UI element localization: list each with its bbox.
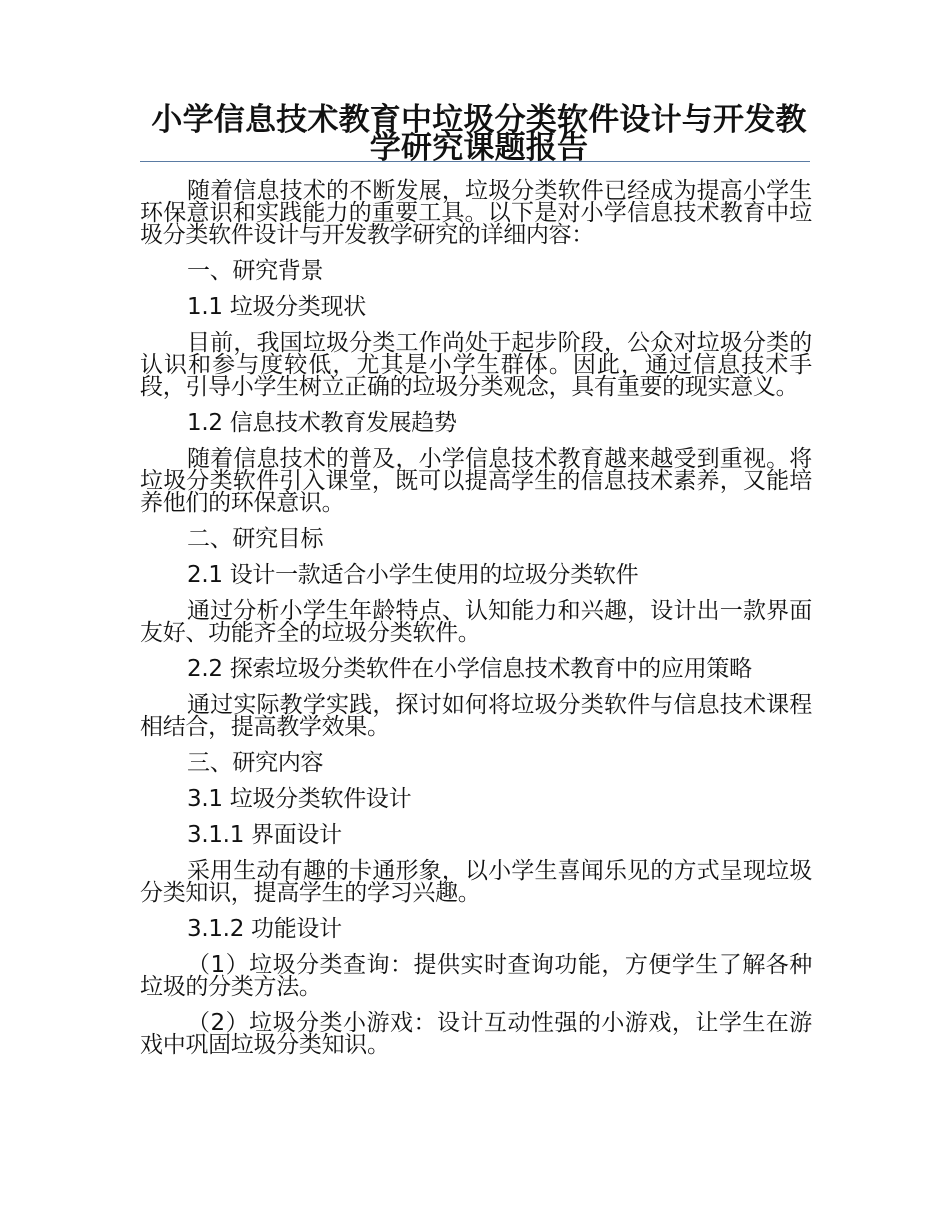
paragraph-2-2: 通过实际教学实践，探讨如何将垃圾分类软件与信息技术课程相结合，提高教学效果。 bbox=[140, 692, 812, 740]
paragraph-3-1-1: 采用生动有趣的卡通形象，以小学生喜闻乐见的方式呈现垃圾分类知识，提高学生的学习兴趣。 bbox=[140, 858, 812, 906]
title-divider bbox=[140, 161, 810, 162]
intro-paragraph: 随着信息技术的不断发展，垃圾分类软件已经成为提高小学生环保意识和实践能力的重要工具。以下是对小学信息技术教育中垃圾分类软件设计与开发教学研究的详细内容： bbox=[140, 178, 812, 248]
subsection-heading-3-1: 3.1 垃圾分类软件设计 bbox=[187, 786, 412, 812]
section-heading-research-content: 三、研究内容 bbox=[187, 750, 324, 776]
title-block bbox=[140, 102, 810, 166]
subsection-heading-2-1: 2.1 设计一款适合小学生使用的垃圾分类软件 bbox=[187, 562, 639, 588]
paragraph-1-1: 目前，我国垃圾分类工作尚处于起步阶段，公众对垃圾分类的认识和参与度较低，尤其是小学生群体。因此，通过信息技术手段，引导小学生树立正确的垃圾分类观念，具有重要的现实意义。 bbox=[140, 330, 812, 400]
paragraph-1-2: 随着信息技术的普及，小学信息技术教育越来越受到重视。将垃圾分类软件引入课堂，既可以提高学生的信息技术素养，又能培养他们的环保意识。 bbox=[140, 446, 812, 516]
list-item-query: （1）垃圾分类查询：提供实时查询功能，方便学生了解各种垃圾的分类方法。 bbox=[140, 952, 812, 1000]
subsection-heading-1-1: 1.1 垃圾分类现状 bbox=[187, 294, 366, 320]
subsection-heading-1-2: 1.2 信息技术教育发展趋势 bbox=[187, 410, 457, 436]
section-heading-research-background: 一、研究背景 bbox=[187, 258, 324, 284]
document-body bbox=[140, 180, 812, 1070]
subsection-heading-3-1-2: 3.1.2 功能设计 bbox=[187, 916, 342, 942]
section-heading-research-goals: 二、研究目标 bbox=[187, 526, 324, 552]
list-item-game: （2）垃圾分类小游戏：设计互动性强的小游戏，让学生在游戏中巩固垃圾分类知识。 bbox=[140, 1010, 812, 1058]
paragraph-2-1: 通过分析小学生年龄特点、认知能力和兴趣，设计出一款界面友好、功能齐全的垃圾分类软件。 bbox=[140, 598, 812, 646]
subsection-heading-3-1-1: 3.1.1 界面设计 bbox=[187, 822, 342, 848]
document-title: 小学信息技术教育中垃圾分类软件设计与开发教学研究课题报告 bbox=[151, 102, 807, 166]
subsection-heading-2-2: 2.2 探索垃圾分类软件在小学信息技术教育中的应用策略 bbox=[187, 656, 752, 682]
